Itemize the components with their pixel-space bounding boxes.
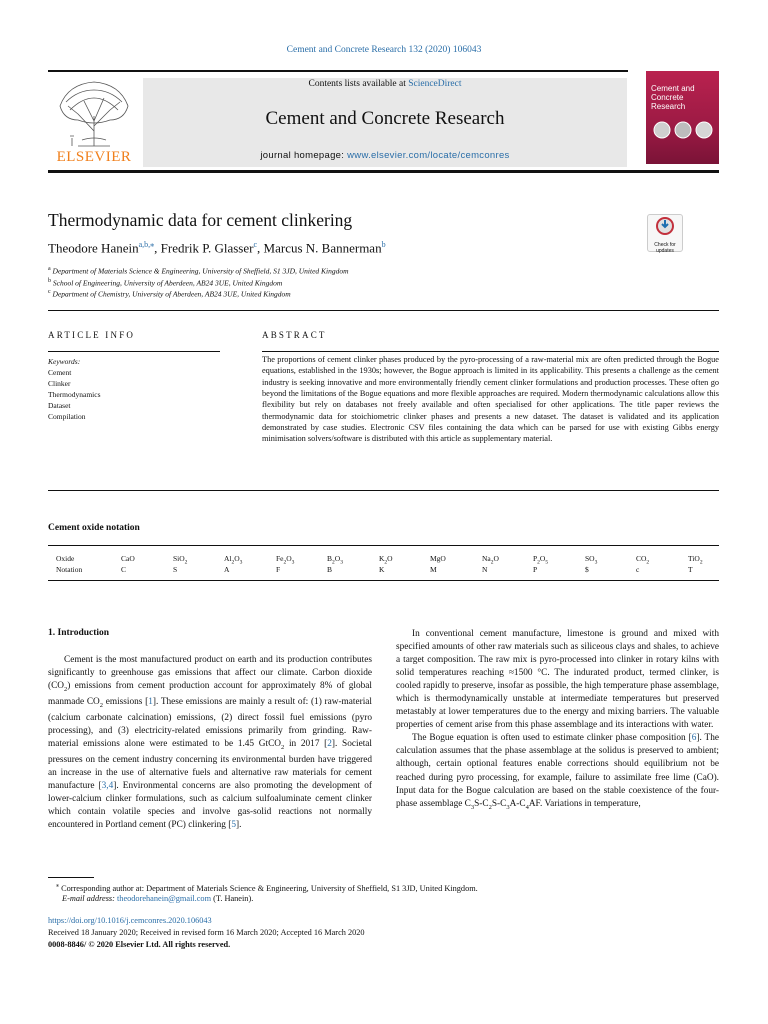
- keyword: Cement: [48, 368, 72, 377]
- section-rule: [48, 490, 719, 491]
- citation-link[interactable]: 2: [327, 739, 332, 749]
- citation-link[interactable]: 5: [231, 820, 236, 831]
- notation-cell: T: [688, 565, 693, 574]
- email-footnote: [62, 894, 253, 903]
- affil-mark: b: [48, 278, 51, 284]
- notation-cell: A: [224, 565, 230, 574]
- affil-mark: c: [48, 289, 51, 295]
- copyright-line: 0008-8846/ © 2020 Elsevier Ltd. All rights reserved.: [48, 940, 231, 949]
- notation-cell: C: [121, 565, 127, 574]
- check-updates-label: Check for updates: [654, 242, 676, 254]
- oxide-cell: $K_2O$: [379, 554, 393, 566]
- notation-cell: c: [636, 565, 640, 574]
- oxide-cell: CaO: [121, 554, 135, 563]
- journal-reference[interactable]: Cement and Concrete Research 132 (2020) 106043: [286, 45, 482, 55]
- section-heading: 1. Introduction: [48, 628, 110, 638]
- oxide-cell: $CO_2$: [636, 554, 650, 566]
- table-rule: [48, 580, 719, 581]
- email-suffix: (T. Hanein).: [211, 894, 254, 903]
- notation-cell: M: [430, 565, 437, 574]
- oxide-cell: $Fe_2O_3$: [276, 554, 295, 566]
- affil-text: Department of Materials Science & Engineering, University of Sheffield, S1 3JD, United Kingdom: [52, 266, 349, 276]
- author-list: Theodore Hanein$^{a,b,⁎}$, Fredrik P. Glasser$^c$, Marcus N. Bannerman$^b$: [48, 240, 386, 256]
- author-affil-mark[interactable]: a,b,⁎: [138, 240, 155, 249]
- sciencedirect-link[interactable]: ScienceDirect: [408, 79, 462, 89]
- publisher-name: ELSEVIER: [56, 149, 132, 165]
- oxide-cell: MgO: [430, 554, 446, 563]
- doi-link[interactable]: https://doi.org/10.1016/j.cemconres.2020.106043: [48, 916, 212, 925]
- section-rule: [48, 310, 719, 311]
- corresponding-text: Corresponding author at: Department of Materials Science & Engineering, University of Sheffield, S1 3JD, United Kingdom.: [61, 883, 478, 893]
- cover-title: Cement and Concrete Research: [651, 84, 695, 111]
- notation-cell: P: [533, 565, 538, 574]
- affil-text: School of Engineering, University of Aberdeen, AB24 3UE, United Kingdom: [52, 278, 283, 288]
- oxide-cell: $Al_2O_3$: [224, 554, 243, 566]
- received-dates: Received 18 January 2020; Received in revised form 16 March 2020; Accepted 16 March 2020: [48, 928, 365, 937]
- affil-mark: a: [48, 266, 51, 272]
- cover-graphic: [650, 120, 716, 140]
- keyword: Thermodynamics: [48, 390, 101, 399]
- notation-cell: F: [276, 565, 281, 574]
- intro-paragraph: The Bogue equation is often used to estimate clinker phase composition [6]. The calculation assumes that the phase assemblage at the solidus is preserved to ambient; although, certain optional features enable corrections should equilibrium not be reached during pyro processing, for example, failure to assimilate free lime (CaO). Input data for the Bogue calculation are based on the stable coexistence of the four-phase assemblage $C_3S-C_2S-C_3A-C_4AF$. Variations in temperature,: [396, 733, 720, 811]
- notation-cell: $: [585, 565, 589, 574]
- check-updates-icon: [648, 215, 682, 237]
- contents-prefix: Contents lists available at: [308, 79, 409, 89]
- article-info-heading: ARTICLE INFO: [48, 330, 136, 340]
- author-name[interactable]: Theodore Hanein: [48, 240, 139, 256]
- oxide-cell: $B_2O_3$: [327, 554, 343, 566]
- journal-name: Cement and Concrete Research: [265, 108, 505, 129]
- article-title: Thermodynamic data for cement clinkering: [48, 210, 353, 230]
- oxide-cell: $SO_3$: [585, 554, 598, 566]
- keywords-label: Keywords:: [48, 357, 81, 366]
- intro-paragraph: Cement is the most manufactured product on earth and its production contributes significantly to greenhouse gas emissions that affect our climate. Carbon dioxide $(CO_2)$ emissions from cement production account for approximately 8% of global manmade $CO_2$ emissions [1]. These emissions are mainly a result of: (1) raw-material (calcium carbonate calcination) emissions, (2) direct fossil fuel emissions (pyro processing), and (3) electricity-related emissions primarily from grinding. Raw-material emissions alone were estimated to be 1.45 GtCO$_2$ in 2017 [2]. Societal pressures on the cement industry concerning its environmental burden have triggered an increase in the use of alternative fuels and alternative raw materials for cement manufacture [3,4]. Environmental concerns are also promoting the development of lower-calcium clinker formulations, such as calcium sulfoaluminate cement clinker which contain volatile species and involve gas-solid reactions not normally encountered in Portland cement (PC) clinkering [5].: [48, 655, 372, 831]
- homepage-link[interactable]: www.elsevier.com/locate/cemconres: [347, 150, 510, 161]
- citation-link[interactable]: 6: [691, 733, 697, 744]
- homepage-line: [143, 150, 627, 161]
- citation-link[interactable]: 1: [148, 697, 153, 707]
- abstract-heading: ABSTRACT: [262, 330, 327, 340]
- author-name[interactable]: Marcus N. Bannerman: [263, 240, 382, 256]
- abstract-rule: [262, 351, 719, 352]
- header-bottom-rule: [48, 170, 719, 173]
- corresponding-footnote: ⁎ Corresponding author at: Department of Materials Science & Engineering, University of Sheffield, S1 3JD, United Kingdom.: [56, 883, 478, 893]
- table-rule: [48, 545, 719, 546]
- author-affil-mark[interactable]: c: [253, 240, 258, 249]
- notation-cell: B: [327, 565, 333, 574]
- notation-cell: K: [379, 565, 385, 574]
- article-info-rule: [48, 351, 220, 352]
- check-for-updates-button[interactable]: [647, 214, 683, 252]
- affiliation: [48, 278, 282, 288]
- affil-text: Department of Chemistry, University of Aberdeen, AB24 3UE, United Kingdom: [52, 289, 291, 299]
- author-name[interactable]: Fredrik P. Glasser: [160, 240, 254, 256]
- affiliation: [48, 289, 291, 299]
- oxide-cell: SiO$_2$: [173, 554, 188, 566]
- abstract-text: The proportions of cement clinker phases produced by the pyro-processing of a raw-material mix are often predicted through the Bogue equations, established in the 1930s; however, the Bogue approach is limited in its applicability. This presents a challenge as the cement industry is seeking innovative and more environmentally friendly cement clinker formulations and production processes. These often go beyond the limitations of the Bogue equations and more flexible approaches are required. Modern thermodynamic calculations allow this flexibility but rely on databases not freely available and often specialised for other applications. The title paper reviews the thermodynamic data for stoichiometric clinker phases and presents a new dataset. The dataset is validated and its application demonstrated by case studies. Electronic CSV files containing the data which can be parsed for use with existing Gibbs energy minimisation solvers/software is distributed with this article as supplementary material.: [262, 355, 719, 444]
- intro-left-column: [48, 654, 372, 832]
- table-row-label: Notation: [56, 565, 83, 574]
- table-row-label: Oxide: [56, 554, 75, 563]
- contents-line: [143, 79, 627, 89]
- affiliation: [48, 266, 349, 276]
- notation-title: Cement oxide notation: [48, 523, 140, 533]
- intro-right-column: [396, 628, 719, 814]
- notation-cell: N: [482, 565, 488, 574]
- keyword: Clinker: [48, 379, 71, 388]
- header-top-rule: [48, 70, 628, 72]
- email-link[interactable]: theodorehanein@gmail.com: [117, 894, 212, 903]
- intro-paragraph: In conventional cement manufacture, limestone is ground and mixed with specified amounts of other raw materials such as siliceous clays and shales, to achieve a target composition. The raw mix is pyro-processed into clinker in rotary kilns with solid temperatures reaching ≈1500 °C. The indurated product, termed clinker, is cooled rapidly to preserve, insofar as possible, the high temperature phase assemblage, which is thermodynamically unstable at intermediate temperatures but preserved metastably at lower temperatures due to the energy and mixing barriers. The valuable properties of cement arise from this phase assemblage and its interactions with water.: [396, 629, 719, 731]
- email-label: E-mail address:: [62, 894, 117, 903]
- oxide-cell: TiO$_2$: [688, 554, 703, 566]
- homepage-prefix: journal homepage:: [260, 150, 348, 161]
- footnote-rule: [48, 877, 94, 878]
- notation-cell: S: [173, 565, 178, 574]
- oxide-cell: $Na_2O$: [482, 554, 499, 566]
- oxide-cell: $P_2O_5$: [533, 554, 549, 566]
- author-affil-mark[interactable]: b: [381, 240, 386, 249]
- citation-link[interactable]: 3,4: [101, 781, 114, 791]
- keyword: Dataset: [48, 401, 71, 410]
- keyword: Compilation: [48, 412, 86, 421]
